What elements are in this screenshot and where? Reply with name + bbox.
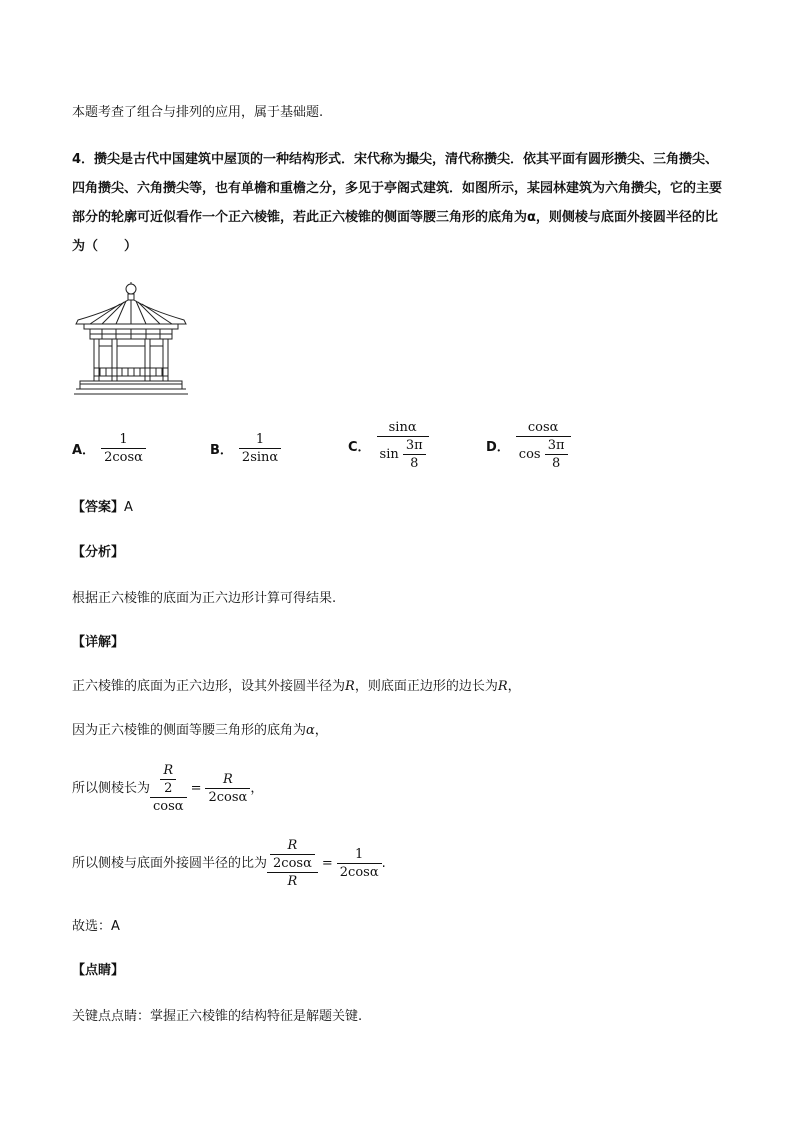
option-c-label: C． [348,440,371,455]
half-r-den: 2 [164,781,173,796]
ratio-result [337,847,382,880]
detail-line-2-part-b: ， [314,723,328,738]
ratio-result-den: 2cosα [339,865,379,880]
answer-line [72,498,133,518]
option-a-den: 2cosα [104,450,143,465]
option-a-fraction [101,432,146,465]
ratio-fraction [267,838,318,889]
detail-line-4-part-a: 所以侧棱与底面外接圆半径的比为 [72,855,268,871]
option-c-den-den: 8 [410,456,419,471]
lateral-edge-result [205,772,250,805]
detail-line-1-part-b: ，则底面正边形的边长为 [354,679,498,694]
comment-text: 关键点点睛：掌握正六棱锥的结构特征是解题关键. [72,1009,363,1024]
option-c-den-fraction [403,438,426,471]
detail-label: 【详解】 [72,635,125,650]
option-d-den [516,438,571,471]
equals-sign: = [190,780,202,796]
option-b-fraction [239,432,281,465]
detail-line-2 [72,721,328,741]
analysis-text: 根据正六棱锥的底面为正六边形计算可得结果. [72,591,337,606]
option-b [210,432,281,465]
question-text: 4．攒尖是古代中国建筑中屋顶的一种结构形式．宋代称为撮尖，清代称攒尖．依其平面有圆形攒尖、三角攒尖、四角攒尖、六角攒尖等，也有单檐和重檐之分，多见于亭阁式建筑．如图所示，某园林建筑为六角攒尖，它的主要部分的轮廓可近似看作一个正六棱锥，若此正六棱锥的侧面等腰三角形的底角为α，则侧棱与底面外接圆半径的比为（ ） [72,152,723,254]
lateral-edge-fraction [150,763,187,814]
lateral-edge-result-num: R [223,772,233,787]
detail-line-1-part-a: 正六棱锥的底面为正六边形，设其外接圆半径为 [72,679,346,694]
answer-value: A [124,500,133,515]
option-d-num: cosα [527,420,559,435]
option-d-den-num: 3π [547,438,565,453]
detail-line-4-end: . [381,855,386,871]
option-c-den-prefix: sin [379,447,399,462]
choose-line: 故选：A [72,919,120,934]
ratio-inner-den: 2cosα [273,856,312,871]
option-a-label: A． [72,443,96,458]
option-a [72,432,146,465]
ratio-inner-fraction [270,838,315,871]
analysis-label: 【分析】 [72,545,125,560]
half-r-fraction [160,763,176,796]
equals-sign: = [321,855,333,871]
option-d-label: D． [486,440,510,455]
option-c-num: sinα [388,420,417,435]
option-c-fraction [377,420,429,471]
option-d-den-prefix: cos [518,447,541,462]
option-b-label: B． [210,443,233,458]
answer-label: 【答案】 [72,500,125,515]
option-c-den-num: 3π [405,438,423,453]
var-r: R [345,679,355,694]
option-d-den-fraction [545,438,568,471]
option-b-den: 2sinα [241,450,279,465]
ratio-den: R [287,874,298,889]
option-c [348,420,429,471]
comment-label: 【点睛】 [72,963,125,978]
option-d [486,420,571,471]
detail-line-3 [72,763,263,814]
pavilion-illustration [72,280,190,398]
lateral-edge-result-den: 2cosα [208,790,248,805]
ratio-result-num: 1 [355,847,364,862]
option-d-fraction [516,420,571,471]
option-c-den [377,438,429,471]
intro-line: 本题考查了组合与排列的应用，属于基础题. [72,105,324,120]
detail-line-1 [72,677,521,697]
detail-line-1-part-c: ， [507,679,521,694]
var-r: R [497,679,508,694]
option-a-num: 1 [119,432,128,447]
detail-line-3-part-a: 所以侧棱长为 [72,780,151,796]
ratio-inner-num: R [287,838,298,853]
detail-line-4 [72,838,386,889]
ratio-num [267,838,318,871]
var-alpha: α [306,723,315,738]
lateral-edge-den: cosα [153,799,184,814]
half-r-num: R [163,763,174,778]
lateral-edge-num [157,763,179,796]
option-d-den-den: 8 [551,456,561,471]
option-b-num: 1 [255,432,265,447]
detail-line-3-end: ， [250,780,264,796]
detail-line-2-part-a: 因为正六棱锥的侧面等腰三角形的底角为 [72,723,307,738]
